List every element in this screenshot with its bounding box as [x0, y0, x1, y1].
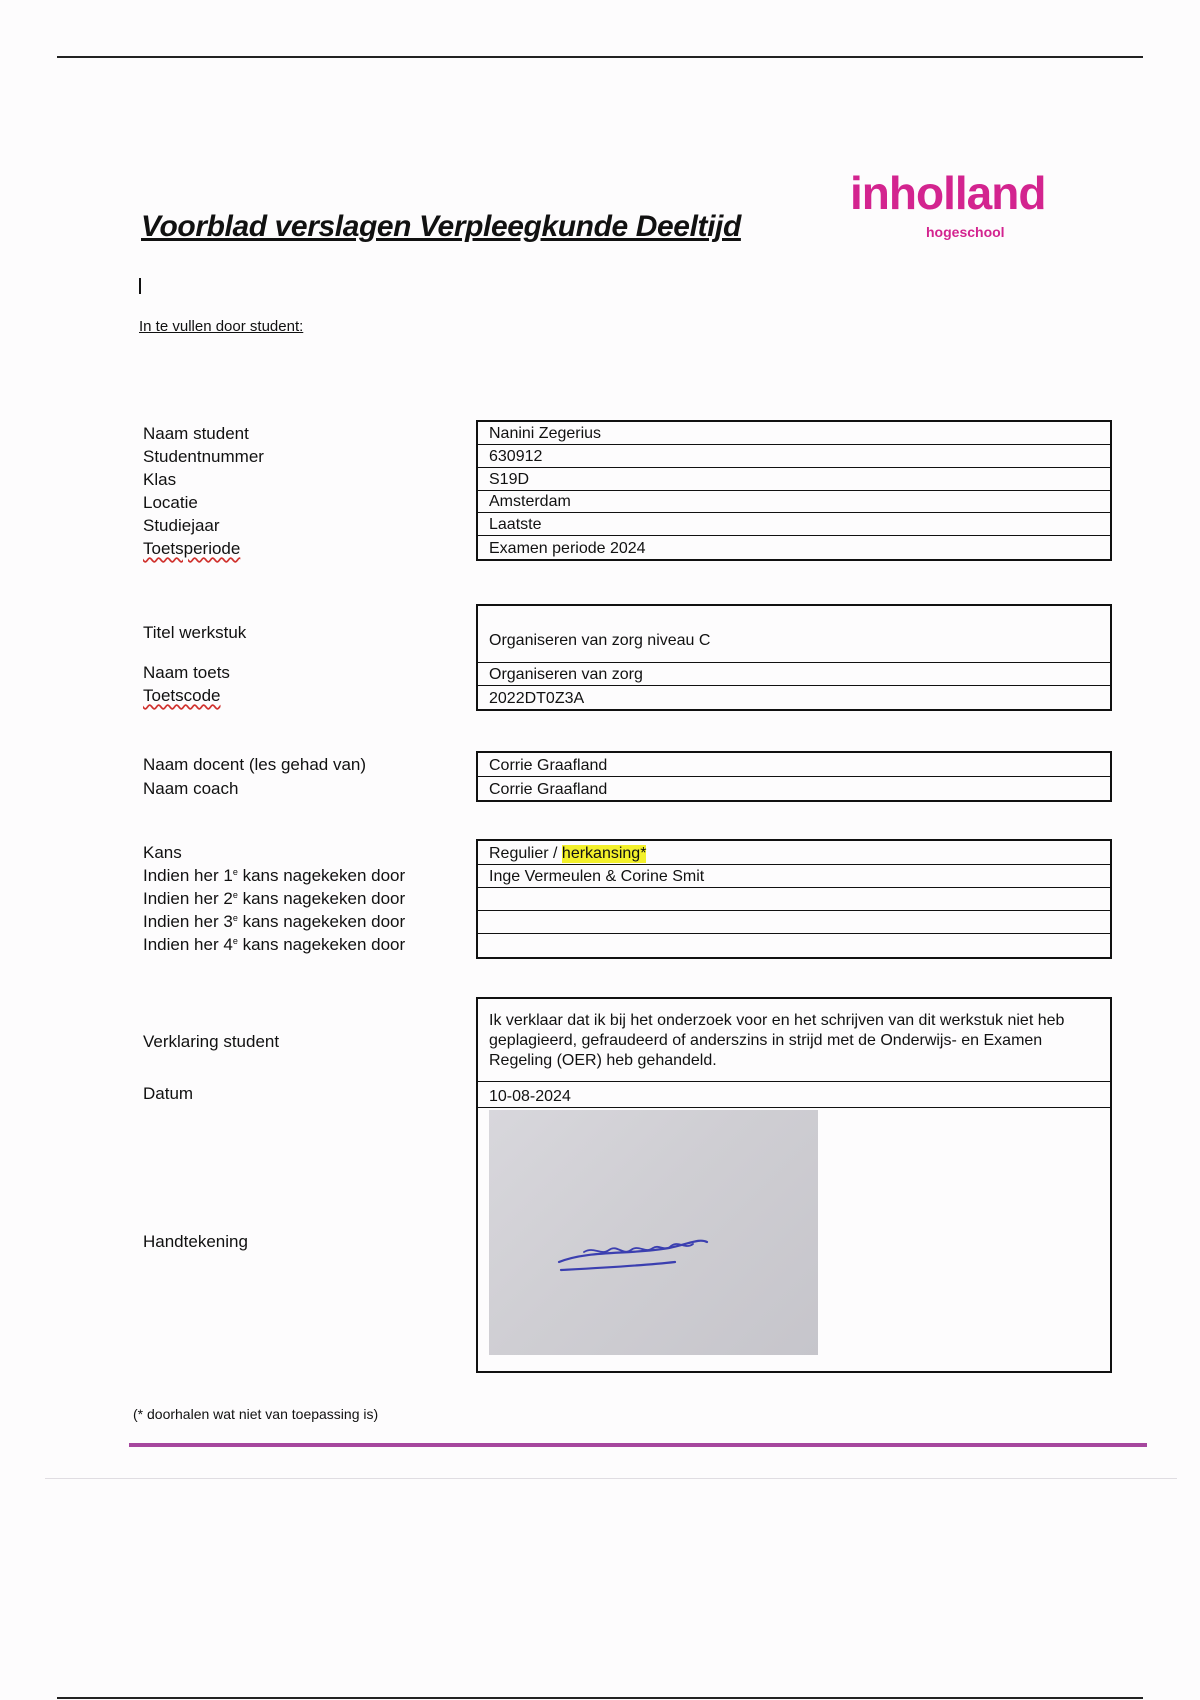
- field-datum[interactable]: 10-08-2024: [478, 1082, 1110, 1108]
- field-kans[interactable]: Regulier / herkansing*: [478, 841, 1110, 865]
- label-datum: Datum: [143, 1084, 194, 1103]
- label-klas: Klas: [143, 470, 177, 489]
- field-toetsperiode[interactable]: Examen periode 2024: [489, 540, 646, 557]
- field-studentnummer[interactable]: 630912: [478, 445, 1110, 468]
- bottom-rule: [57, 1697, 1143, 1699]
- page-title: Voorblad verslagen Verpleegkunde Deeltijd: [141, 210, 741, 243]
- label-studiejaar: Studiejaar: [143, 516, 220, 535]
- field-studiejaar[interactable]: Laatste: [478, 513, 1110, 536]
- field-review-1[interactable]: Inge Vermeulen & Corine Smit: [478, 865, 1110, 888]
- inholland-logo: [850, 167, 1070, 240]
- label-kans: Kans: [143, 843, 182, 862]
- field-locatie[interactable]: Amsterdam: [478, 491, 1110, 513]
- label-naam-student: Naam student: [143, 424, 249, 443]
- label-review-4: Indien her 4e kans nagekeken door: [143, 935, 406, 954]
- logo-subtitle: hogeschool: [926, 224, 1005, 240]
- page-break-line: [45, 1478, 1177, 1479]
- label-review-1: Indien her 1e kans nagekeken door: [143, 866, 406, 885]
- label-handtekening: Handtekening: [143, 1232, 248, 1251]
- label-naam-toets: Naam toets: [143, 663, 230, 682]
- field-review-3[interactable]: [478, 911, 1110, 934]
- signature-photo: [489, 1110, 818, 1355]
- field-titel-werkstuk[interactable]: Organiseren van zorg niveau C: [478, 606, 1110, 663]
- field-naam-docent[interactable]: Corrie Graafland: [478, 753, 1110, 777]
- declaration-text: Ik verklaar dat ik bij het onderzoek voor en het schrijven van dit werkstuk niet heb geplagieerd, gefraudeerd of anderszins in strijd met de Onderwijs- en Examen Regeling (OER) heb gehandeld.: [478, 999, 1110, 1082]
- label-naam-docent: Naam docent (les gehad van): [143, 755, 367, 774]
- field-review-4[interactable]: [478, 934, 1110, 957]
- signature-cell[interactable]: [478, 1108, 1110, 1373]
- declaration-table: [476, 997, 1112, 1373]
- logo-brand: inholland: [850, 167, 1046, 219]
- work-info-table: [476, 604, 1112, 711]
- field-klas[interactable]: S19D: [478, 468, 1110, 491]
- footnote: (* doorhalen wat niet van toepassing is): [133, 1406, 379, 1422]
- label-titel-werkstuk: Titel werkstuk: [143, 623, 247, 642]
- field-naam-toets[interactable]: Organiseren van zorg: [478, 663, 1110, 686]
- kans-table: [476, 839, 1112, 959]
- label-toetsperiode: Toetsperiode: [143, 539, 241, 558]
- label-toetscode: Toetscode: [143, 686, 221, 705]
- kans-highlight: herkansing*: [561, 845, 647, 862]
- label-studentnummer: Studentnummer: [143, 447, 264, 466]
- label-naam-coach: Naam coach: [143, 779, 239, 798]
- text-cursor: [139, 278, 141, 294]
- label-review-2: Indien her 2e kans nagekeken door: [143, 889, 406, 908]
- teacher-info-table: [476, 751, 1112, 802]
- field-naam-coach[interactable]: Corrie Graafland: [489, 781, 608, 798]
- field-naam-student[interactable]: Nanini Zegerius: [478, 422, 1110, 445]
- signature-scribble: [489, 1110, 818, 1355]
- top-rule: [57, 56, 1143, 58]
- field-toetscode[interactable]: 2022DT0Z3A: [489, 690, 585, 707]
- label-verklaring: Verklaring student: [143, 1032, 280, 1051]
- intro-heading: In te vullen door student:: [139, 318, 304, 335]
- label-review-3: Indien her 3e kans nagekeken door: [143, 912, 406, 931]
- field-review-2[interactable]: [478, 888, 1110, 911]
- label-locatie: Locatie: [143, 493, 198, 512]
- student-info-table: [476, 420, 1112, 561]
- purple-divider: [129, 1443, 1147, 1447]
